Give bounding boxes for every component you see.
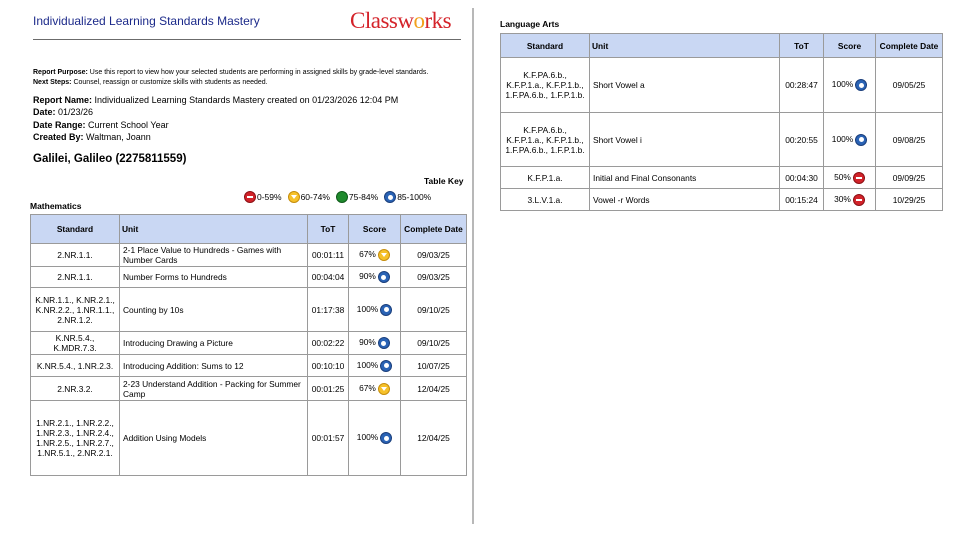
score-cell [824, 113, 876, 167]
standard-cell: 2.NR.3.2. [31, 377, 120, 401]
mathematics-table [30, 214, 467, 476]
col-complete-date: Complete Date [401, 215, 467, 244]
unit-cell: Number Forms to Hundreds [120, 267, 308, 288]
standard-cell: 1.NR.2.1., 1.NR.2.2., 1.NR.2.3., 1.NR.2.4., 1.NR.2.5., 1.NR.2.7., 1.NR.5.1., 2.NR.2.1. [31, 401, 120, 476]
table-row [501, 113, 943, 167]
tot-cell: 00:01:11 [308, 244, 349, 267]
tot-cell: 00:04:30 [780, 167, 824, 189]
standard-cell: 3.L.V.1.a. [501, 189, 590, 211]
score-value: 67% [359, 249, 376, 260]
yellow-down-icon [378, 249, 390, 261]
col-unit: Unit [120, 215, 308, 244]
tot-cell: 00:28:47 [780, 58, 824, 113]
table-row [501, 189, 943, 211]
table-row [31, 244, 467, 267]
page-divider [472, 8, 474, 524]
tot-cell: 00:01:57 [308, 401, 349, 476]
table-key-title: Table Key [424, 176, 464, 186]
score-value: 100% [831, 79, 854, 90]
report-meta: Report Name: Individualized Learning Standards Mastery created on 01/23/2026 12:04 PM Date: 01/23/26 Date Range: Current School Year Created By: Waltman, Joann [33, 95, 399, 142]
unit-cell: Counting by 10s [120, 288, 308, 332]
blue-ring-icon [380, 432, 392, 444]
red-minus-icon [853, 172, 865, 184]
complete-date-cell: 12/04/25 [401, 377, 467, 401]
standard-cell: K.NR.1.1., K.NR.2.1., K.NR.2.2., 1.NR.1.1., 2.NR.1.2. [31, 288, 120, 332]
report-title: Individualized Learning Standards Mastery [33, 14, 260, 28]
score-value: 100% [356, 303, 379, 314]
score-value: 100% [831, 133, 854, 144]
score-value: 67% [359, 382, 376, 393]
tot-cell: 00:04:04 [308, 267, 349, 288]
score-cell [824, 58, 876, 113]
col-score: Score [349, 215, 401, 244]
key-item-red: 0-59% [244, 191, 282, 203]
key-item-yellow: 60-74% [288, 191, 330, 203]
left-report-page [30, 8, 466, 533]
table-row [31, 355, 467, 377]
score-value: 50% [834, 171, 851, 182]
table-row [31, 288, 467, 332]
table-row [31, 401, 467, 476]
tot-cell: 00:10:10 [308, 355, 349, 377]
table-row [31, 332, 467, 355]
student-name: Galilei, Galileo (2275811559) [33, 153, 187, 165]
complete-date-cell: 10/29/25 [876, 189, 943, 211]
complete-date-cell: 10/07/25 [401, 355, 467, 377]
mathematics-title: Mathematics [30, 201, 82, 211]
score-cell [349, 288, 401, 332]
complete-date-cell: 09/10/25 [401, 332, 467, 355]
score-value: 100% [356, 359, 379, 370]
right-report-page [500, 8, 942, 308]
score-value: 30% [834, 193, 851, 204]
unit-cell: Introducing Addition: Sums to 12 [120, 355, 308, 377]
score-cell [824, 167, 876, 189]
unit-cell: Initial and Final Consonants [590, 167, 780, 189]
blue-ring-icon [378, 337, 390, 349]
complete-date-cell: 09/03/25 [401, 267, 467, 288]
tot-cell: 01:17:38 [308, 288, 349, 332]
tot-cell: 00:01:25 [308, 377, 349, 401]
yellow-down-icon [288, 191, 300, 203]
col-tot: ToT [308, 215, 349, 244]
unit-cell: Short Vowel a [590, 58, 780, 113]
unit-cell: Introducing Drawing a Picture [120, 332, 308, 355]
standard-cell: K.NR.5.4., K.MDR.7.3. [31, 332, 120, 355]
classworks-logo: Classworks [350, 8, 452, 33]
table-key [244, 189, 466, 205]
score-cell [349, 332, 401, 355]
complete-date-cell: 09/03/25 [401, 244, 467, 267]
unit-cell: 2-1 Place Value to Hundreds - Games with Number Cards [120, 244, 308, 267]
unit-cell: Addition Using Models [120, 401, 308, 476]
tot-cell: 00:02:22 [308, 332, 349, 355]
score-value: 90% [359, 271, 376, 282]
complete-date-cell: 09/10/25 [401, 288, 467, 332]
table-row [31, 377, 467, 401]
score-cell [349, 267, 401, 288]
header-divider [33, 39, 461, 40]
score-value: 90% [359, 337, 376, 348]
blue-ring-icon [855, 79, 867, 91]
score-cell [349, 401, 401, 476]
language-arts-table [500, 33, 943, 211]
key-item-blue: 85-100% [384, 191, 431, 203]
standard-cell: 2.NR.1.1. [31, 267, 120, 288]
col-unit: Unit [590, 34, 780, 58]
blue-ring-icon [378, 271, 390, 283]
score-cell [349, 377, 401, 401]
tot-cell: 00:20:55 [780, 113, 824, 167]
green-circle-icon [336, 191, 348, 203]
score-cell [349, 244, 401, 267]
standard-cell: 2.NR.1.1. [31, 244, 120, 267]
col-tot: ToT [780, 34, 824, 58]
standard-cell: K.F.P.1.a. [501, 167, 590, 189]
table-row [501, 58, 943, 113]
report-purpose: Report Purpose: Use this report to view how your selected students are performing in assigned skills by grade-level standards. Next Steps: Counsel, reassign or customize skills with students as needed. [33, 69, 429, 86]
standard-cell: K.F.PA.6.b., K.F.P.1.a., K.F.P.1.b., 1.F.PA.6.b., 1.F.P.1.b. [501, 113, 590, 167]
table-row [501, 167, 943, 189]
blue-ring-icon [855, 134, 867, 146]
blue-ring-icon [380, 360, 392, 372]
col-standard: Standard [501, 34, 590, 58]
col-standard: Standard [31, 215, 120, 244]
score-cell [349, 355, 401, 377]
tot-cell: 00:15:24 [780, 189, 824, 211]
unit-cell: 2-23 Understand Addition - Packing for Summer Camp [120, 377, 308, 401]
key-item-green: 75-84% [336, 191, 378, 203]
standard-cell: K.F.PA.6.b., K.F.P.1.a., K.F.P.1.b., 1.F.PA.6.b., 1.F.P.1.b. [501, 58, 590, 113]
col-complete-date: Complete Date [876, 34, 943, 58]
score-value: 100% [356, 432, 379, 443]
red-minus-icon [244, 191, 256, 203]
red-minus-icon [853, 194, 865, 206]
standard-cell: K.NR.5.4., 1.NR.2.3. [31, 355, 120, 377]
language-arts-title: Language Arts [500, 19, 560, 29]
blue-ring-icon [380, 304, 392, 316]
complete-date-cell: 09/08/25 [876, 113, 943, 167]
score-cell [824, 189, 876, 211]
blue-ring-icon [384, 191, 396, 203]
complete-date-cell: 12/04/25 [401, 401, 467, 476]
complete-date-cell: 09/05/25 [876, 58, 943, 113]
col-score: Score [824, 34, 876, 58]
complete-date-cell: 09/09/25 [876, 167, 943, 189]
yellow-down-icon [378, 383, 390, 395]
unit-cell: Vowel -r Words [590, 189, 780, 211]
unit-cell: Short Vowel i [590, 113, 780, 167]
table-row [31, 267, 467, 288]
